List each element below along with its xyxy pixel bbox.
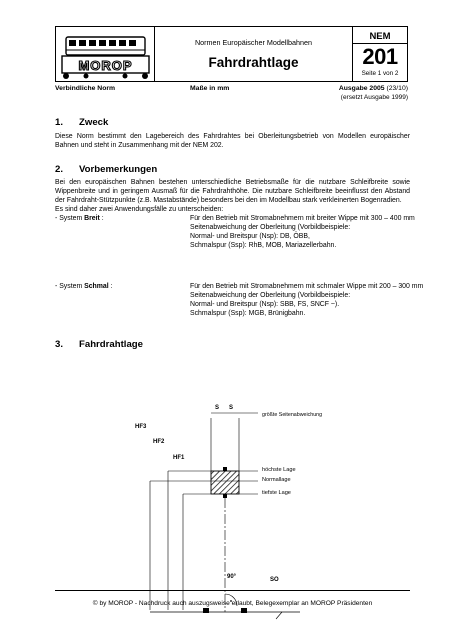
label-hf1: HF1 <box>173 455 185 461</box>
edition-revision: (23/10) <box>386 85 408 92</box>
section-2-intro: Es sind daher zwei Anwendungsfälle zu unterscheiden: <box>55 206 224 213</box>
rail-right <box>241 608 247 613</box>
label-hf2: HF2 <box>153 439 165 445</box>
label-so: SO <box>270 577 279 583</box>
logo-text: MOROP <box>78 58 133 73</box>
standard-number: 201 <box>362 44 398 69</box>
binding-note: Verbindliche Norm <box>55 85 116 92</box>
page-info: Seite 1 von 2 <box>361 70 399 77</box>
document-title: Fahrdrahtlage <box>208 55 299 70</box>
label-hf3: HF3 <box>135 424 147 430</box>
section-3-heading: 3. Fahrdrahtlage <box>55 339 143 350</box>
organization-name: Normen Europäischer Modellbahnen <box>194 38 313 47</box>
label-s-right: S <box>229 405 234 411</box>
edition-label: Ausgabe 2005 <box>338 85 385 92</box>
label-normal: Normallage <box>262 477 291 483</box>
replaces-note: (ersetzt Ausgabe 1999) <box>340 94 408 101</box>
units-note: Maße in mm <box>190 85 230 92</box>
section-1-text: Diese Norm bestimmt den Lagebereich des Fahrdrahtes bei Oberleitungsbetrieb von Modellen europäischer Bahnen und steht in Zusammenhang mit der NEM 202. <box>55 133 410 149</box>
label-s-left: S <box>215 405 220 411</box>
wire-position-range <box>211 471 239 494</box>
section-2-text: Bei den europäischen Bahnen bestehen unterschiedliche Betriebsmaße für die nutzbare Schleifbreite sowie Wippenbreite und in geringem Ausmaß für die Fahrdrahthöhe. Die nutzbare Schleifbreite beeinflusst den Abstand der Fahrdraht-Stützpunkte (z.B. Mastabstände) besonders bei den im Modellbau stark verkleinerten Bogenradien. <box>55 179 410 204</box>
label-highest: höchste Lage <box>262 467 296 473</box>
footer-text: © by MOROP - Nachdruck auch auszugsweise erlaubt, Belegexemplar an MOROP Präsidenten <box>92 600 373 607</box>
label-angle: 90° <box>227 574 237 580</box>
label-lowest: tiefste Lage <box>262 490 291 496</box>
standard-label: NEM <box>369 31 391 42</box>
rail-left <box>203 608 209 613</box>
section-2-heading: 2. Vorbemerkungen <box>55 164 158 175</box>
footer-rule <box>55 590 410 591</box>
section-1-heading: 1. Zweck <box>55 117 109 128</box>
label-max-deviation: größte Seitenabweichung <box>262 412 323 418</box>
